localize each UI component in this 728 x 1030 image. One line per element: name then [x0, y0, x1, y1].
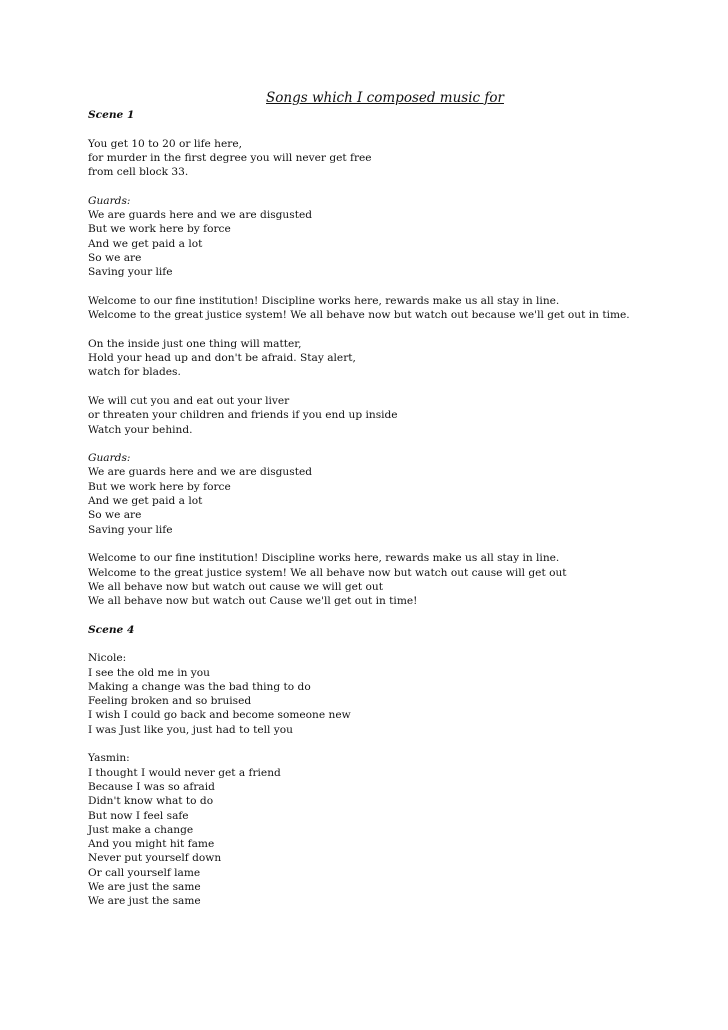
speaker-label: Nicole: [88, 652, 127, 665]
stanza-yasmin [88, 751, 708, 908]
lyric-line: We are guards here and we are disgusted [88, 209, 313, 222]
lyric-line: But we work here by force [88, 480, 231, 493]
document-title: Songs which I composed music for [266, 90, 504, 106]
lyric-line: On the inside just one thing will matter, [88, 337, 302, 350]
lyric-line: or threaten your children and friends if you end up inside [88, 409, 398, 422]
lyric-line: We all behave now but watch out cause we will get out [88, 580, 383, 593]
lyric-line: watch for blades. [88, 366, 181, 379]
lyric-line: Or call yourself lame [88, 866, 201, 879]
lyric-line: Watch your behind. [88, 423, 193, 436]
lyric-line: We will cut you and eat out your liver [88, 394, 290, 407]
stanza-chorus-1 [88, 294, 708, 323]
lyric-line: Saving your life [88, 523, 173, 536]
stanza-guards-2 [88, 451, 708, 537]
lyric-line: And we get paid a lot [88, 495, 203, 508]
lyric-line: Welcome to the great justice system! We all behave now but watch out cause will get out [88, 566, 567, 579]
lyric-line: But now I feel safe [88, 809, 189, 822]
stanza-intro [88, 137, 708, 180]
lyric-line: Welcome to our fine institution! Discipline works here, rewards make us all stay in line. [88, 294, 560, 307]
lyric-line: I thought I would never get a friend [88, 766, 281, 779]
lyric-line: Feeling broken and so bruised [88, 695, 252, 708]
lyric-line: So we are [88, 509, 142, 522]
lyric-line: Welcome to the great justice system! We all behave now but watch out because we'll get out in time. [88, 309, 630, 322]
lyric-line: Just make a change [88, 823, 194, 836]
lyric-line: I was Just like you, just had to tell you [88, 723, 293, 736]
stanza-guards-1 [88, 194, 708, 280]
lyric-line: And you might hit fame [88, 838, 215, 851]
lyric-line: We all behave now but watch out Cause we'll get out in time! [88, 595, 418, 608]
speaker-label: Yasmin: [88, 752, 130, 765]
lyric-line: from cell block 33. [88, 166, 189, 179]
speaker-label: Guards: [88, 452, 131, 465]
stanza-chorus-2 [88, 551, 708, 608]
document-body [88, 108, 708, 923]
lyric-line: I see the old me in you [88, 666, 210, 679]
lyric-line: Hold your head up and don't be afraid. Stay alert, [88, 352, 356, 365]
speaker-label: Guards: [88, 194, 131, 207]
stanza-inside [88, 337, 708, 380]
lyric-line: But we work here by force [88, 223, 231, 236]
stanza-threat [88, 394, 708, 437]
lyric-line: We are guards here and we are disgusted [88, 466, 313, 479]
lyric-line: We are just the same [88, 895, 201, 908]
scene-1-heading: Scene 1 [88, 109, 135, 121]
lyric-line: Never put yourself down [88, 852, 222, 865]
lyric-line: Didn't know what to do [88, 795, 214, 808]
lyric-line: I wish I could go back and become someone new [88, 709, 351, 722]
lyric-line: Because I was so afraid [88, 780, 215, 793]
stanza-nicole [88, 651, 708, 737]
lyric-line: You get 10 to 20 or life here, [88, 137, 242, 150]
lyric-line: Saving your life [88, 266, 173, 279]
scene-4-heading: Scene 4 [88, 623, 135, 636]
lyric-line: Welcome to our fine institution! Discipline works here, rewards make us all stay in line. [88, 552, 560, 565]
lyric-line: And we get paid a lot [88, 237, 203, 250]
lyric-line: for murder in the first degree you will never get free [88, 151, 372, 164]
lyric-line: We are just the same [88, 881, 201, 894]
lyric-line: So we are [88, 251, 142, 264]
lyric-line: Making a change was the bad thing to do [88, 680, 311, 693]
